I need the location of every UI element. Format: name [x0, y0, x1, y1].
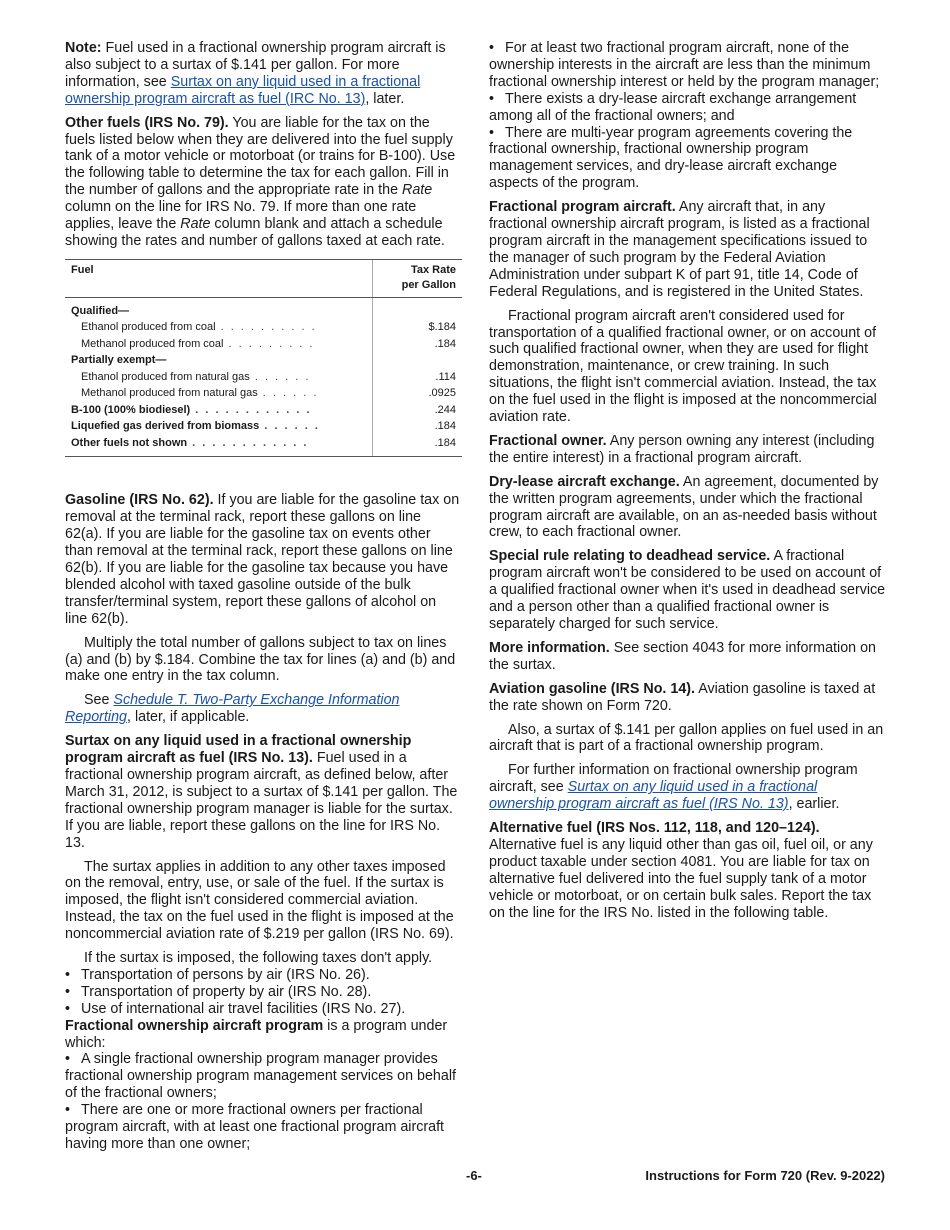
- surtax-heading: Surtax on any liquid used in a fractional ownership program aircraft as fuel (IRS No. 13).: [65, 733, 412, 767]
- dot-leader: . . . . . . . . . . . .: [190, 403, 312, 416]
- fuel-rate-cell: .184: [372, 435, 462, 457]
- owner-paragraph: Fractional owner. Any person owning any interest (including the entire interest) in a fractional program aircraft.: [489, 432, 875, 466]
- list-item: • Transportation of persons by air (IRS No. 26).: [65, 966, 370, 983]
- note-label: Note:: [65, 40, 102, 56]
- dry-lease-heading: Dry-lease aircraft exchange.: [489, 473, 680, 490]
- program-heading: Fractional ownership aircraft program: [65, 1017, 324, 1034]
- fuel-label-cell: Methanol produced from natural gas . . . . . .: [81, 387, 319, 400]
- dot-leader: . . . . . .: [257, 387, 319, 400]
- schedule-t-link[interactable]: Schedule T. Two-Party Exchange Information Reporting: [65, 692, 400, 726]
- surtax-exempt-list: [65, 967, 462, 1018]
- surtax-link-earlier[interactable]: Surtax on any liquid used in a fractional ownership program aircraft as fuel (IRS No. 13): [489, 779, 818, 813]
- more-info-heading: More information.: [489, 639, 610, 656]
- list-item: • For at least two fractional program aircraft, none of the ownership interests in the aircraft are less than the minimum fractional ownership interest or held by the program manager;: [489, 40, 880, 90]
- table-row: [65, 435, 462, 457]
- note-paragraph: Note: Fuel used in a fractional ownership program aircraft is also subject to a surtax of $.141 per gallon. For more information, see Surtax on any liquid used in a fractional ownership program aircraft as fuel (IRC No. 13), later.: [65, 40, 446, 107]
- fuel-rate-cell: .0925: [372, 385, 462, 402]
- program-list: [65, 1051, 462, 1152]
- table-row: [65, 297, 462, 319]
- fuel-label-cell: Ethanol produced from natural gas . . . . . .: [81, 370, 311, 383]
- fuel-label-cell: Other fuels not shown . . . . . . . . . . . .: [65, 435, 372, 457]
- more-info-paragraph: More information. See section 4043 for more information on the surtax.: [489, 639, 876, 673]
- alt-fuel-heading: Alternative fuel (IRS Nos. 112, 118, and 120–124).: [489, 820, 820, 837]
- page-number: -6-: [466, 1168, 482, 1183]
- program-list-continued: [489, 40, 886, 192]
- fuel-rate-cell: $.184: [372, 319, 462, 336]
- fuel-rate-cell: .184: [372, 336, 462, 353]
- list-item: • Transportation of property by air (IRS No. 28).: [65, 983, 372, 1000]
- aviation-further-paragraph: For further information on fractional ownership program aircraft, see Surtax on any liquid used in a fractional ownership program aircraft as fuel (IRS No. 13), earlier.: [489, 762, 858, 813]
- owner-heading: Fractional owner.: [489, 432, 607, 449]
- dot-leader: . . . . . . . . . .: [215, 321, 317, 334]
- fuel-label-cell: Qualified—: [71, 304, 130, 317]
- table-row: [65, 402, 462, 419]
- program-aircraft-para2: Fractional program aircraft aren't considered used for transportation of a qualified fractional owner, or on account of such qualified fractional owner, when they are used for flight demonstration, maintenance, or crew training. In such situations, the flight isn't commercial aviation. Instead, the tax on the fuel used in the flight is imposed at the noncommercial aviation rate.: [489, 307, 877, 426]
- table-row: [65, 336, 462, 353]
- list-item: • There exists a dry-lease aircraft exchange arrangement among all of the fractional owners; and: [489, 90, 857, 124]
- form-title: Instructions for Form 720 (Rev. 9-2022): [645, 1168, 885, 1183]
- other-fuels-heading: Other fuels (IRS No. 79).: [65, 114, 229, 131]
- alt-fuel-paragraph: Alternative fuel (IRS Nos. 112, 118, and 120–124). Alternative fuel is any liquid other than gas oil, fuel oil, or any product taxable under section 4081. You are liable for tax on alternative fuel delivered into the fuel supply tank of a motor vehicle or motorboat, or on certain bulk sales. Report the tax on the line for the IRS No. listed in the following table.: [489, 820, 873, 921]
- table-header-row: [65, 259, 462, 297]
- program-aircraft-heading: Fractional program aircraft.: [489, 199, 676, 216]
- table-row: [65, 369, 462, 386]
- fuel-rate-table: [65, 259, 462, 458]
- dot-leader: . . . . . . . . . . . .: [187, 436, 309, 449]
- table-row: [65, 319, 462, 336]
- left-column: [65, 40, 462, 1153]
- dot-leader: . . . . . . . . .: [223, 337, 315, 350]
- surtax-paragraph: Surtax on any liquid used in a fractional ownership program aircraft as fuel (IRS No. 13). Fuel used in a fractional ownership program aircraft, as defined below, after March 31, 2012, is subject to a surtax of $.141 per gallon. The fractional ownership program manager is liable for the surtax. If you are liable, report these gallons on the line for IRS No. 13.: [65, 733, 458, 851]
- program-paragraph: Fractional ownership aircraft program is a program under which:: [65, 1017, 448, 1051]
- program-aircraft-paragraph: Fractional program aircraft. Any aircraft that, in any fractional ownership aircraft program, is listed as a fractional program aircraft in the management specifications issued to the manager of such program by the Federal Aviation Administration under subpart K of part 91, title 14, Code of Federal Regulations, and is registered in the United States.: [489, 199, 870, 300]
- fuel-label-cell: Ethanol produced from coal . . . . . . . . . .: [81, 321, 317, 334]
- table-row: [65, 418, 462, 435]
- deadhead-heading: Special rule relating to deadhead service.: [489, 548, 771, 565]
- surtax-applies-paragraph: The surtax applies in addition to any other taxes imposed on the removal, entry, use, or sale of the fuel. If the surtax is imposed, the flight isn't considered commercial aviation. Instead, the tax on the fuel used in the flight is imposed at the noncommercial aviation rate of $.219 per gallon (IRS No. 69).: [65, 858, 454, 943]
- deadhead-paragraph: Special rule relating to deadhead service. A fractional program aircraft won't be considered to be used on account of a qualified fractional owner when it's used in deadhead service and a person other than a qualified fractional owner is separately charged for such service.: [489, 548, 886, 632]
- gasoline-paragraph: Gasoline (IRS No. 62). If you are liable for the gasoline tax on removal at the terminal rack, report these gallons on line 62(a). If you are liable for the gasoline tax on events other than removal at the terminal rack, report these gallons on line 62(b). If you are liable for the gasoline tax because you have blended alcohol with taxed gasoline outside of the bulk transfer/terminal system, report these gallons of alcohol on line 62(b).: [65, 492, 460, 627]
- aviation-paragraph: Aviation gasoline (IRS No. 14). Aviation gasoline is taxed at the rate shown on Form 720.: [489, 680, 876, 714]
- see-schedule-paragraph: See Schedule T. Two-Party Exchange Information Reporting, later, if applicable.: [65, 692, 400, 726]
- list-item: • There are one or more fractional owners per fractional program aircraft, with at least one fractional program aircraft having more than one owner;: [65, 1102, 445, 1152]
- gasoline-heading: Gasoline (IRS No. 62).: [65, 492, 214, 509]
- aviation-heading: Aviation gasoline (IRS No. 14).: [489, 680, 696, 697]
- fuel-label-cell: Liquefied gas derived from biomass . . . . . .: [71, 420, 320, 433]
- fuel-rate-cell: .114: [372, 369, 462, 386]
- other-fuels-paragraph: Other fuels (IRS No. 79). You are liable for the tax on the fuels listed below when they are delivered into the fuel supply tank of a motor vehicle or motorboat (or trains for B-100). Use the following table to determine the tax for each gallon. Fill in the number of gallons and the appropriate rate in the Rate column on the line for IRS No. 79. If more than one rate applies, leave the Rate column blank and attach a schedule showing the rates and number of gallons taxed at each rate.: [65, 114, 456, 249]
- multiply-paragraph: Multiply the total number of gallons subject to tax on lines (a) and (b) by $.184. Combine the tax for lines (a) and (b) and make one entry in the tax column.: [65, 634, 456, 685]
- dot-leader: . . . . . .: [259, 420, 320, 433]
- col-rate-header: Tax Rate per Gallon: [372, 259, 462, 297]
- right-column: [489, 40, 886, 929]
- table-row: [65, 352, 462, 369]
- fuel-label-cell: Methanol produced from coal . . . . . . . . .: [81, 337, 315, 350]
- aviation-also-paragraph: Also, a surtax of $.141 per gallon applies on fuel used in an aircraft that is part of a fractional ownership program.: [489, 721, 884, 755]
- list-item: • There are multi-year program agreements covering the fractional ownership, fractional ownership program management services, and dry-lease aircraft exchange aspects of the program.: [489, 124, 853, 192]
- list-item: • A single fractional ownership program manager provides fractional ownership program management services on behalf of the fractional owners;: [65, 1051, 456, 1102]
- dot-leader: . . . . . .: [249, 370, 311, 383]
- fuel-label-cell: Partially exempt—: [71, 354, 167, 367]
- fuel-rate-cell: .244: [372, 402, 462, 419]
- col-fuel-header: Fuel: [65, 259, 372, 297]
- dry-lease-paragraph: Dry-lease aircraft exchange. An agreement, documented by the written program agreements, under which the fractional program aircraft are available, on an as-needed basis without crew, to each fractional owner.: [489, 473, 879, 541]
- fuel-rate-cell: [372, 352, 462, 369]
- fuel-rate-cell: [372, 297, 462, 319]
- table-row: [65, 385, 462, 402]
- list-item: • Use of international air travel facilities (IRS No. 27).: [65, 1000, 406, 1017]
- fuel-label-cell: B-100 (100% biodiesel) . . . . . . . . . . . .: [71, 403, 312, 416]
- surtax-imposed-paragraph: If the surtax is imposed, the following taxes don't apply.: [84, 950, 433, 967]
- fuel-rate-cell: .184: [372, 418, 462, 435]
- surtax-link[interactable]: Surtax on any liquid used in a fractional ownership program aircraft as fuel (IRC No. 13): [65, 73, 421, 107]
